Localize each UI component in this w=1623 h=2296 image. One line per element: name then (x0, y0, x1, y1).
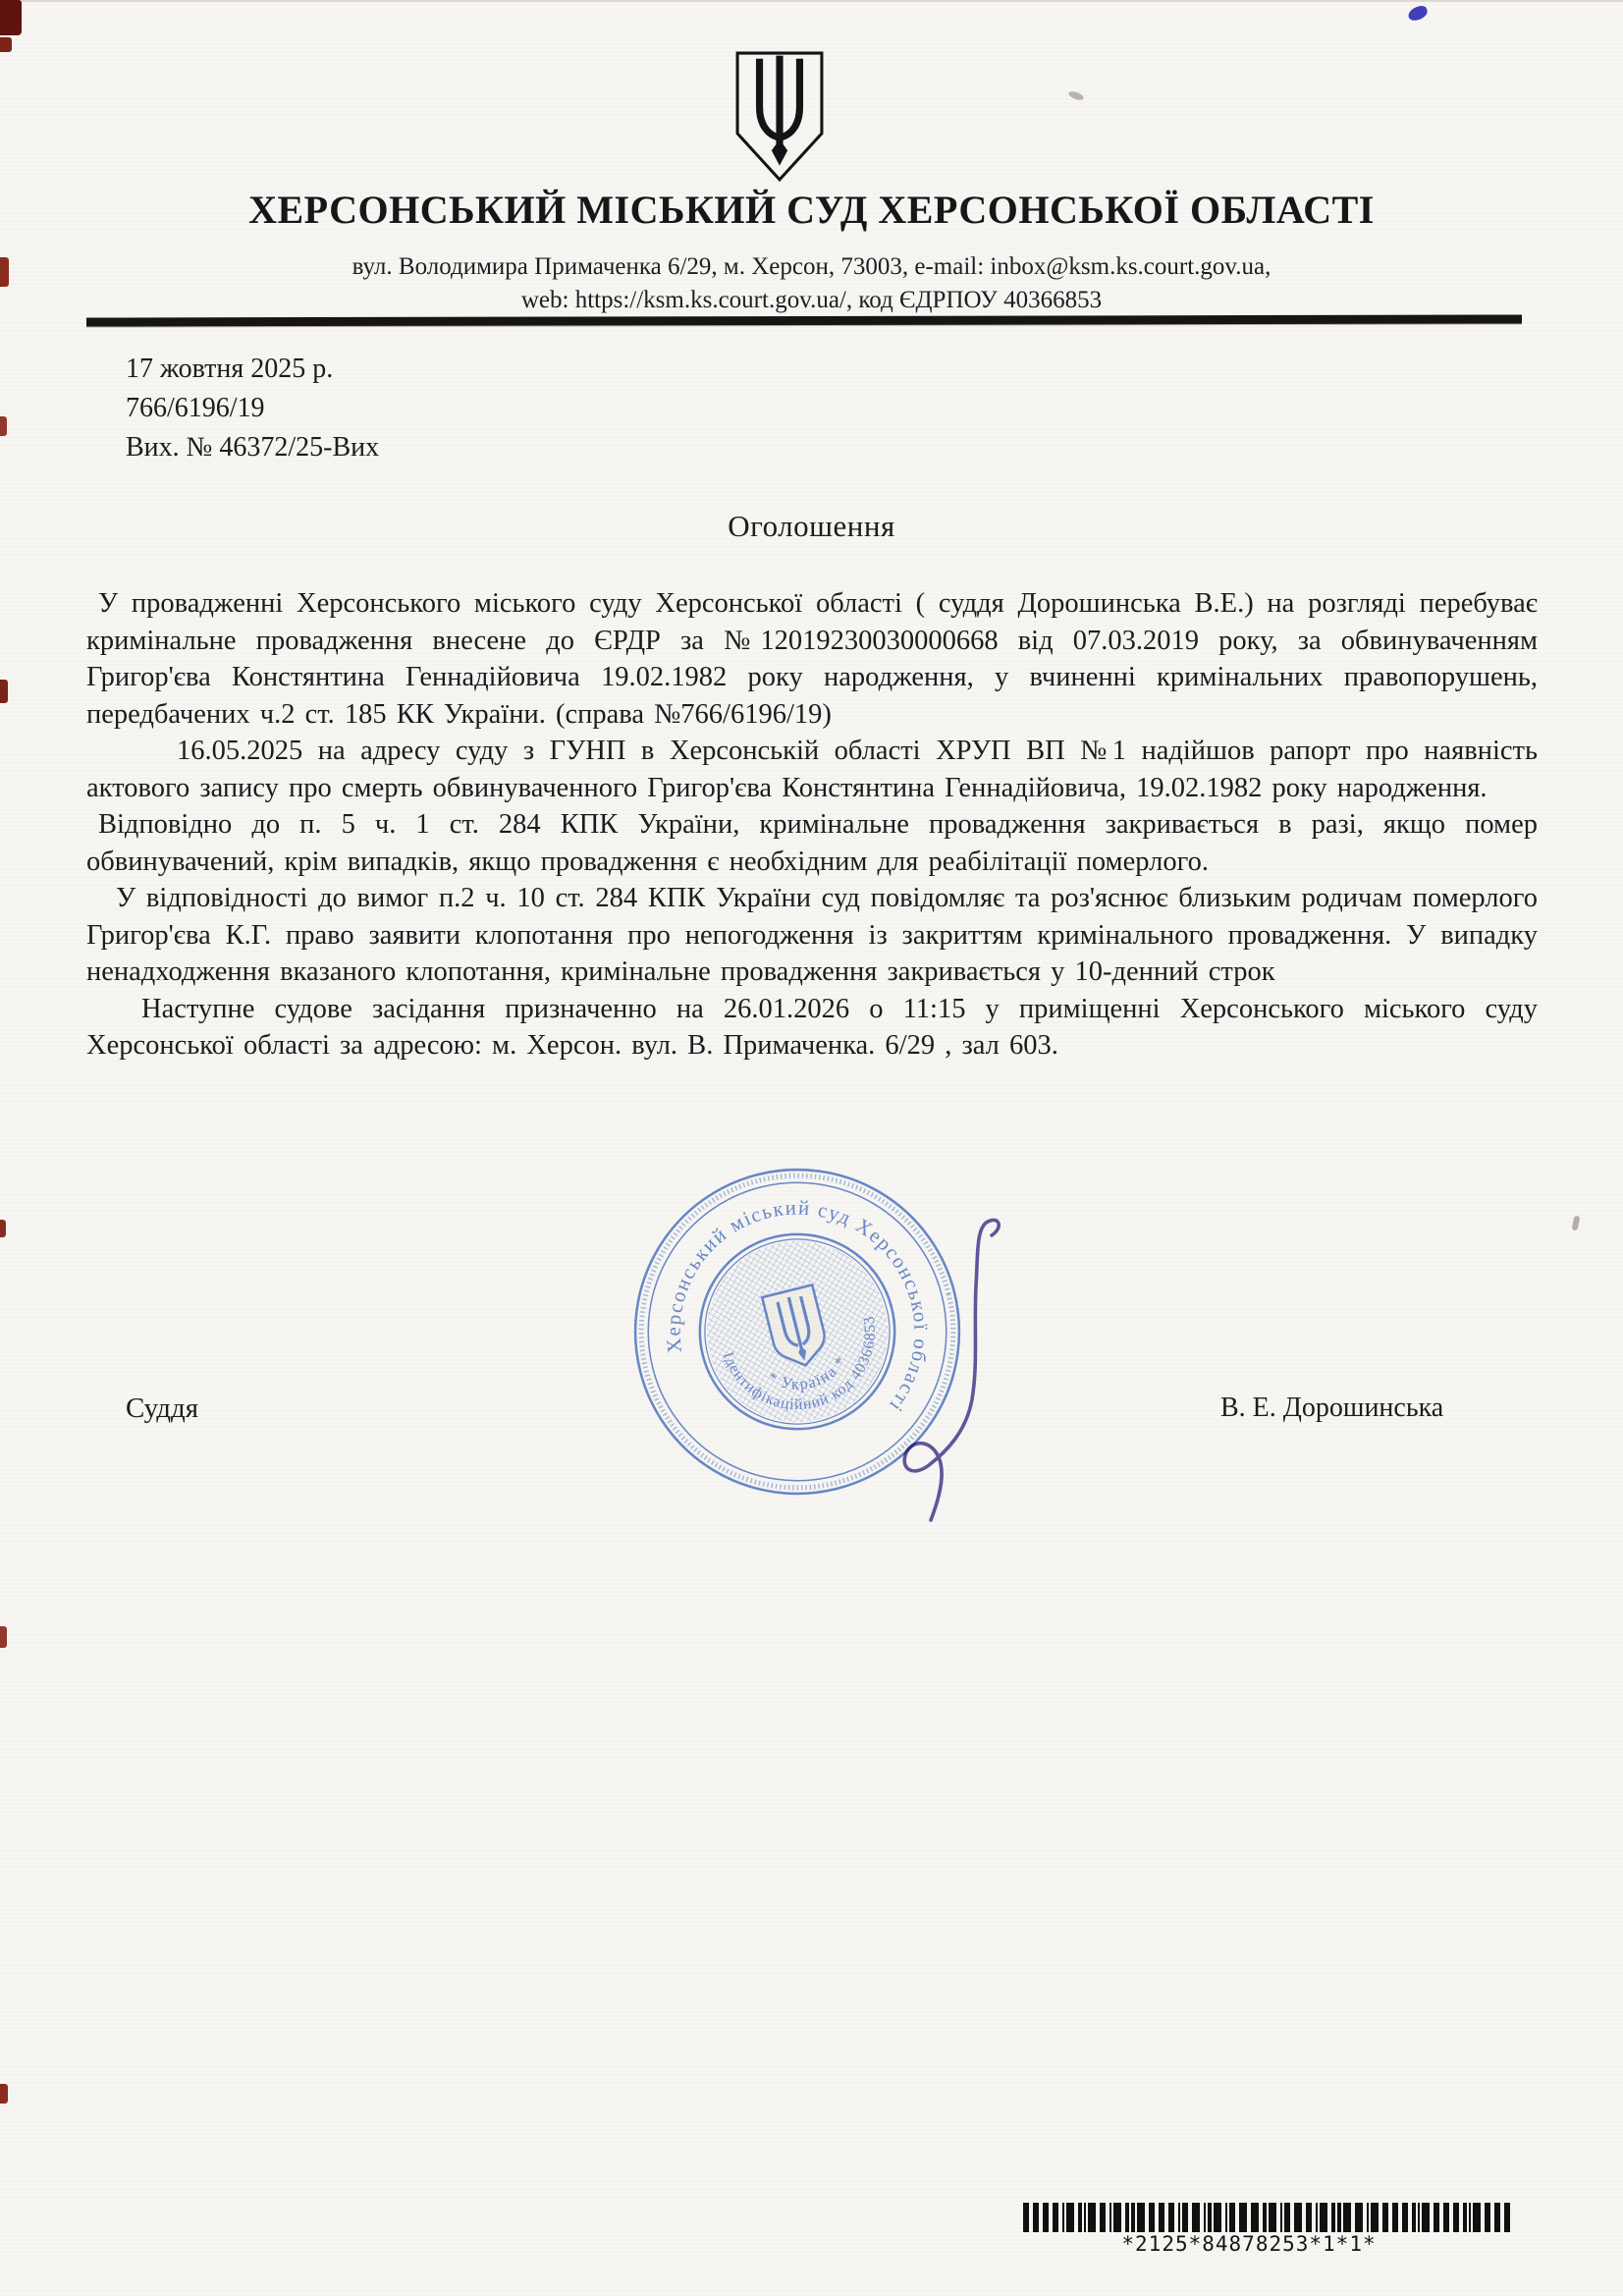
scan-artifact (0, 2084, 8, 2104)
stamp-country-text: * Україна * (764, 1352, 851, 1394)
outgoing-number: Вих. № 46372/25-Вих (126, 432, 380, 463)
ukraine-trident-icon (729, 49, 831, 185)
court-name: ХЕРСОНСЬКИЙ МІСЬКИЙ СУД ХЕРСОНСЬКОЇ ОБЛАСТІ (248, 188, 1375, 232)
document-title: Оголошення (728, 509, 895, 543)
scan-artifact (0, 1626, 7, 1648)
barcode-bars (1023, 2203, 1475, 2232)
scan-artifact (0, 37, 12, 52)
judge-role-label: Суддя (126, 1393, 199, 1424)
body-paragraph-1: У провадженні Херсонського міського суду Херсонської області ( суддя Дорошинська В.Е.) на розгляді перебуває кримінальне провадження внесене до ЄРДР за №12019230030000668 від 07.03.2019 року, за обвинуваченням Григор'єва Констянтина Геннадійовича 19.02.1982 року народження, у вчиненні кримінальних правопорушень, передбачених ч.2 ст. 185 КК України. (справа №766/6196/19) (86, 588, 1538, 730)
body-paragraph-4: У відповідності до вимог п.2 ч. 10 ст. 284 КПК України суд повідомляє та роз'яснює близьким родичам померлого Григор'єва К.Г. право заявити клопотання про непогодження із закриттям кримінального провадження. У випадку ненадходження вказаного клопотання, кримінальне провадження закривається у 10-денний строк (86, 883, 1538, 987)
reference-block (126, 350, 379, 467)
scan-smudge (1572, 1216, 1581, 1231)
judge-pen-signature (844, 1178, 1051, 1552)
scan-edge-line (0, 0, 1623, 2)
body-paragraph-3: Відповідно до п. 5 ч. 1 ст. 284 КПК України, кримінальне провадження закривається в разі, якщо помер обвинувачений, крім випадків, якщо провадження є необхідним для реабілітації померлого. (86, 809, 1538, 877)
document-date: 17 жовтня 2025 р. (126, 354, 334, 384)
ink-blot-artifact (1406, 4, 1429, 23)
scan-artifact (0, 0, 22, 35)
barcode (1023, 2203, 1475, 2256)
barcode-text: *2125*84878253*1*1* (1121, 2232, 1377, 2256)
document-body (86, 585, 1538, 1065)
stamp-inner-text: Ідентифікаційний код 40366853 (719, 1314, 880, 1414)
scan-smudge (1067, 89, 1084, 101)
scan-artifact (0, 680, 8, 703)
court-web-line: web: https://ksm.ks.court.gov.ua/, код ЄДРПОУ 40366853 (520, 287, 1103, 313)
judge-name: В. Е. Дорошинська (1220, 1393, 1444, 1423)
body-paragraph-2: 16.05.2025 на адресу суду з ГУНП в Херсонській області ХРУП ВП №1 надійшов рапорт про наявність актового запису про смерть обвинуваченного Григор'єва Констянтина Геннадійовича, 19.02.1982 року народження. (86, 736, 1538, 803)
court-address-line: вул. Володимира Примаченка 6/29, м. Херсон, 73003, e-mail: inbox@ksm.ks.court.gov.ua, (352, 253, 1271, 280)
header-divider (86, 314, 1522, 326)
body-paragraph-5: Наступне судове засідання призначенно на 26.01.2026 о 11:15 у приміщенні Херсонського міського суду Херсонської області за адресою: м. Херсон. вул. В. Примаченка. 6/29 , зал 603. (86, 993, 1538, 1061)
scan-artifact (0, 1220, 6, 1237)
trident-base (772, 139, 787, 166)
scan-artifact (0, 416, 7, 436)
stamp-outer-text: Херсонський міський суд Херсонської області (663, 1197, 932, 1417)
case-number: 766/6196/19 (126, 393, 265, 423)
